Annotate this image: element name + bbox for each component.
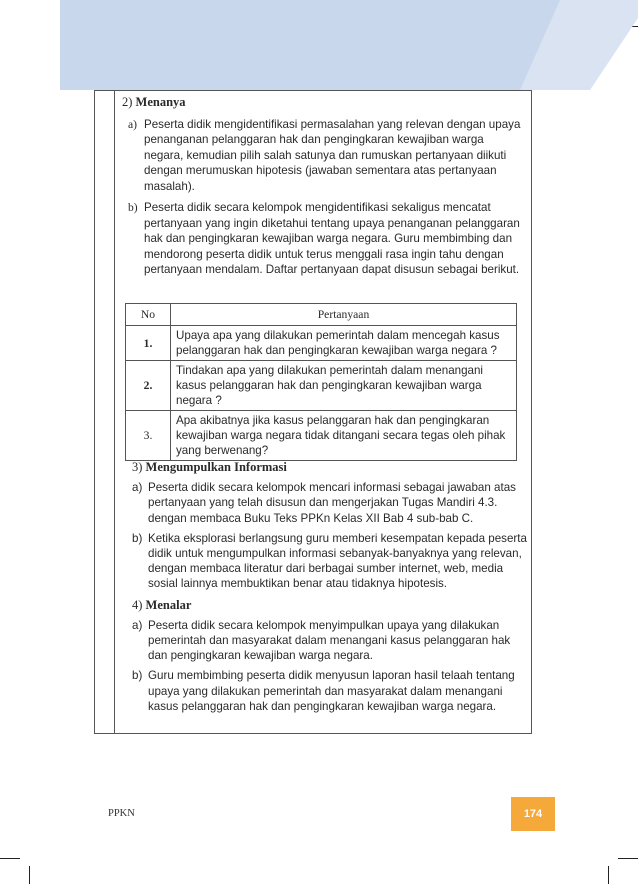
- question-text: Tindakan apa yang dilakukan pemerintah dalam menangani kasus pelanggaran hak dan pengingkaran kewajiban warga negara ?: [171, 361, 517, 411]
- lower-content: [132, 460, 528, 714]
- section-heading: [132, 598, 528, 613]
- footer-subject: PPKN: [108, 808, 135, 819]
- question-text: Upaya apa yang dilakukan pemerintah dalam mencegah kasus pelanggaran hak dan pengingkaran kewajiban warga negara ?: [171, 326, 517, 361]
- question-text: Apa akibatnya jika kasus pelanggaran hak dan pengingkaran kewajiban warga negara tidak ditangani secara tegas oleh pihak yang berwenang?: [171, 411, 517, 461]
- table-row: [126, 326, 517, 361]
- list-item: [132, 618, 528, 664]
- table-border: [114, 91, 115, 733]
- section-number: 3): [132, 460, 143, 474]
- header-banner: [0, 0, 638, 90]
- list-item: [128, 200, 524, 278]
- section-number: 4): [132, 597, 143, 612]
- list-item: [128, 117, 524, 195]
- list-item: [132, 531, 528, 592]
- section-title: Menanya: [135, 95, 186, 109]
- section-title: Menalar: [145, 597, 192, 612]
- table-row: [126, 361, 517, 411]
- crop-mark: [618, 858, 638, 859]
- list-item: [132, 668, 528, 714]
- table-header-row: [126, 304, 517, 326]
- item-text: Ketika eksplorasi berlangsung guru memberi kesempatan kepada peserta didik untuk mengumpulkan informasi sebanyak-banyaknya yang relevan, dengan membaca literatur dari berbagai sumber internet, web, media sosial lainnya membuktikan benar atau tidaknya hipotesis.: [148, 531, 527, 591]
- column-header-no: No: [126, 304, 171, 326]
- item-marker: a): [128, 117, 138, 131]
- question-number: 2.: [126, 361, 171, 411]
- crop-mark: [29, 866, 30, 884]
- page-number-badge: 174: [511, 797, 555, 831]
- table-border: [531, 91, 532, 733]
- question-number: 3.: [126, 411, 171, 461]
- item-text: Peserta didik secara kelompok mengidentifikasi sekaligus mencatat pertanyaan yang ingin diketahui tentang upaya penanganan pelanggaran hak dan pengingkaran kewajiban warga negara. Guru membimbing dan mendorong peserta didik untuk terus menggali rasa ingin tahu dengan pertanyaan mendalam. Daftar pertanyaan dapat disusun sebagai berikut.: [144, 201, 520, 276]
- item-text: Peserta didik secara kelompok mencari informasi sebagai jawaban atas pertanyaan yang telah disusun dan mengerjakan Tugas Mandiri 4.3. dengan membaca Buku Teks PPKn Kelas XII Bab 4 sub-bab C.: [148, 481, 516, 525]
- item-marker: a): [132, 618, 143, 632]
- item-text: Guru membimbing peserta didik menyusun laporan hasil telaah tentang upaya yang dilakukan pemerintah dan masyarakat dalam menangani kasus pelanggaran hak dan pengingkaran kewajiban warga negara.: [148, 669, 515, 713]
- crop-mark: [608, 866, 609, 884]
- section-heading: [122, 95, 524, 111]
- item-marker: b): [132, 531, 143, 545]
- section-heading: [132, 460, 528, 475]
- crop-mark: [0, 858, 20, 859]
- section-number: 2): [122, 95, 133, 109]
- table-row: [126, 411, 517, 461]
- question-table: [125, 303, 517, 461]
- item-marker: b): [132, 669, 143, 683]
- column-header-question: Pertanyaan: [171, 304, 517, 326]
- item-text: Peserta didik mengidentifikasi permasalahan yang relevan dengan upaya penanganan pelanggaran hak dan pengingkaran kewajiban warga negara, kemudian pilih salah satunya dan rumuskan pertanyaan diikuti dengan merumuskan hipotesis (jawaban sementara atas pertanyaan masalah).: [144, 117, 521, 193]
- item-marker: a): [132, 481, 143, 495]
- list-item: [132, 480, 528, 526]
- content-area: [122, 95, 524, 278]
- question-number: 1.: [126, 326, 171, 361]
- table-border: [94, 91, 95, 733]
- section-title: Mengumpulkan Informasi: [145, 460, 287, 474]
- item-marker: b): [128, 201, 138, 214]
- item-text: Peserta didik secara kelompok menyimpulkan upaya yang dilakukan pemerintah dan masyarakat dalam menangani kasus pelanggaran hak dan pengingkaran kewajiban warga negara.: [148, 618, 511, 663]
